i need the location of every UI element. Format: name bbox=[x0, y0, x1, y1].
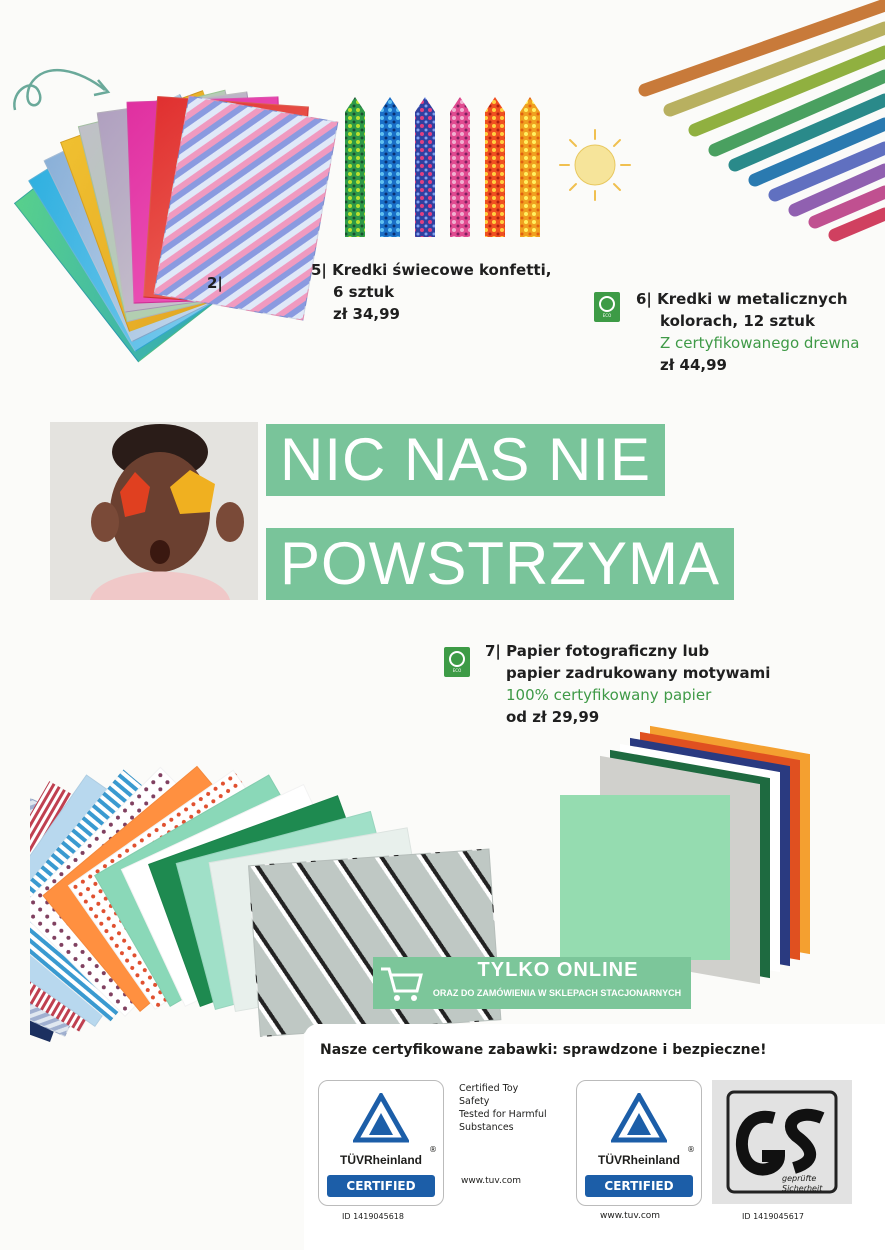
tuv-id-1: ID 1419045618 bbox=[342, 1212, 404, 1221]
product-2-number: 2| bbox=[207, 274, 223, 292]
product-6-line1: Kredki w metalicznych bbox=[657, 290, 848, 308]
tuv-url-2: www.tuv.com bbox=[600, 1211, 661, 1221]
product-5-line2: 6 sztuk bbox=[333, 283, 395, 301]
confetti-crayons-image bbox=[340, 92, 560, 242]
product-6-price: zł 44,99 bbox=[660, 356, 727, 374]
tuv-triangle-icon bbox=[611, 1093, 667, 1143]
holographic-paper-image bbox=[50, 95, 330, 325]
online-only-title: TYLKO ONLINE bbox=[477, 959, 639, 981]
tuv-reg-mark: ® bbox=[687, 1145, 695, 1154]
gs-certificate bbox=[712, 1080, 852, 1204]
girl-with-leaves-photo bbox=[50, 422, 258, 600]
certifications-heading: Nasze certyfikowane zabawki: sprawdzone i bezpieczne! bbox=[320, 1042, 767, 1058]
tuv-brand: TÜVRheinland bbox=[597, 1153, 680, 1167]
sun-drawing bbox=[555, 125, 635, 205]
gs-id: ID 1419045617 bbox=[742, 1212, 804, 1221]
tuv-reg-mark: ® bbox=[429, 1145, 437, 1154]
metallic-pencils-image bbox=[630, 0, 885, 270]
tuv-certificate-2 bbox=[576, 1080, 702, 1206]
product-7-note: 100% certyfikowany papier bbox=[506, 686, 712, 704]
banner-line-1: NIC NAS NIE bbox=[266, 424, 665, 496]
product-7-number: 7| bbox=[485, 642, 501, 660]
product-7-line1: Papier fotograficzny lub bbox=[506, 642, 710, 660]
tuv-url-1: www.tuv.com bbox=[461, 1176, 522, 1186]
tuv-certificate-1 bbox=[318, 1080, 444, 1206]
tuv-description bbox=[459, 1082, 547, 1134]
product-5-info bbox=[311, 259, 551, 325]
gs-text-2: Sicherheit bbox=[782, 1184, 823, 1193]
online-only-box bbox=[373, 957, 691, 1009]
product-5-line1: Kredki świecowe konfetti, bbox=[332, 261, 552, 279]
product-5-number: 5| bbox=[311, 261, 327, 279]
certifications-panel bbox=[304, 1024, 885, 1250]
banner-line-2: POWSTRZYMA bbox=[266, 528, 734, 600]
product-7-line2: papier zadrukowany motywami bbox=[506, 664, 771, 682]
product-6-line2: kolorach, 12 sztuk bbox=[660, 312, 815, 330]
tuv-text-1: Certified Toy bbox=[459, 1083, 519, 1094]
product-6-note: Z certyfikowanego drewna bbox=[660, 334, 860, 352]
online-only-subtitle: ORAZ DO ZAMÓWIENIA W SKLEPACH STACJONARNYCH bbox=[432, 988, 682, 998]
gs-text-1: geprüfte bbox=[782, 1174, 817, 1183]
eco-badge-icon: ECO bbox=[594, 292, 620, 322]
product-6-number: 6| bbox=[636, 290, 652, 308]
tuv-text-4: Substances bbox=[459, 1122, 514, 1133]
tuv-certified: CERTIFIED bbox=[327, 1175, 435, 1197]
product-7-price: od zł 29,99 bbox=[506, 708, 600, 726]
tuv-triangle-icon bbox=[353, 1093, 409, 1143]
solid-paper-image bbox=[560, 740, 830, 960]
tuv-certified: CERTIFIED bbox=[585, 1175, 693, 1197]
tuv-text-2: Safety bbox=[459, 1096, 490, 1107]
product-6-info bbox=[636, 288, 859, 376]
eco-badge-icon: ECO bbox=[444, 647, 470, 677]
tuv-brand: TÜVRheinland bbox=[339, 1153, 422, 1167]
tuv-text-3: Tested for Harmful bbox=[459, 1109, 547, 1120]
product-5-price: zł 34,99 bbox=[333, 305, 400, 323]
cart-icon bbox=[379, 965, 423, 1003]
